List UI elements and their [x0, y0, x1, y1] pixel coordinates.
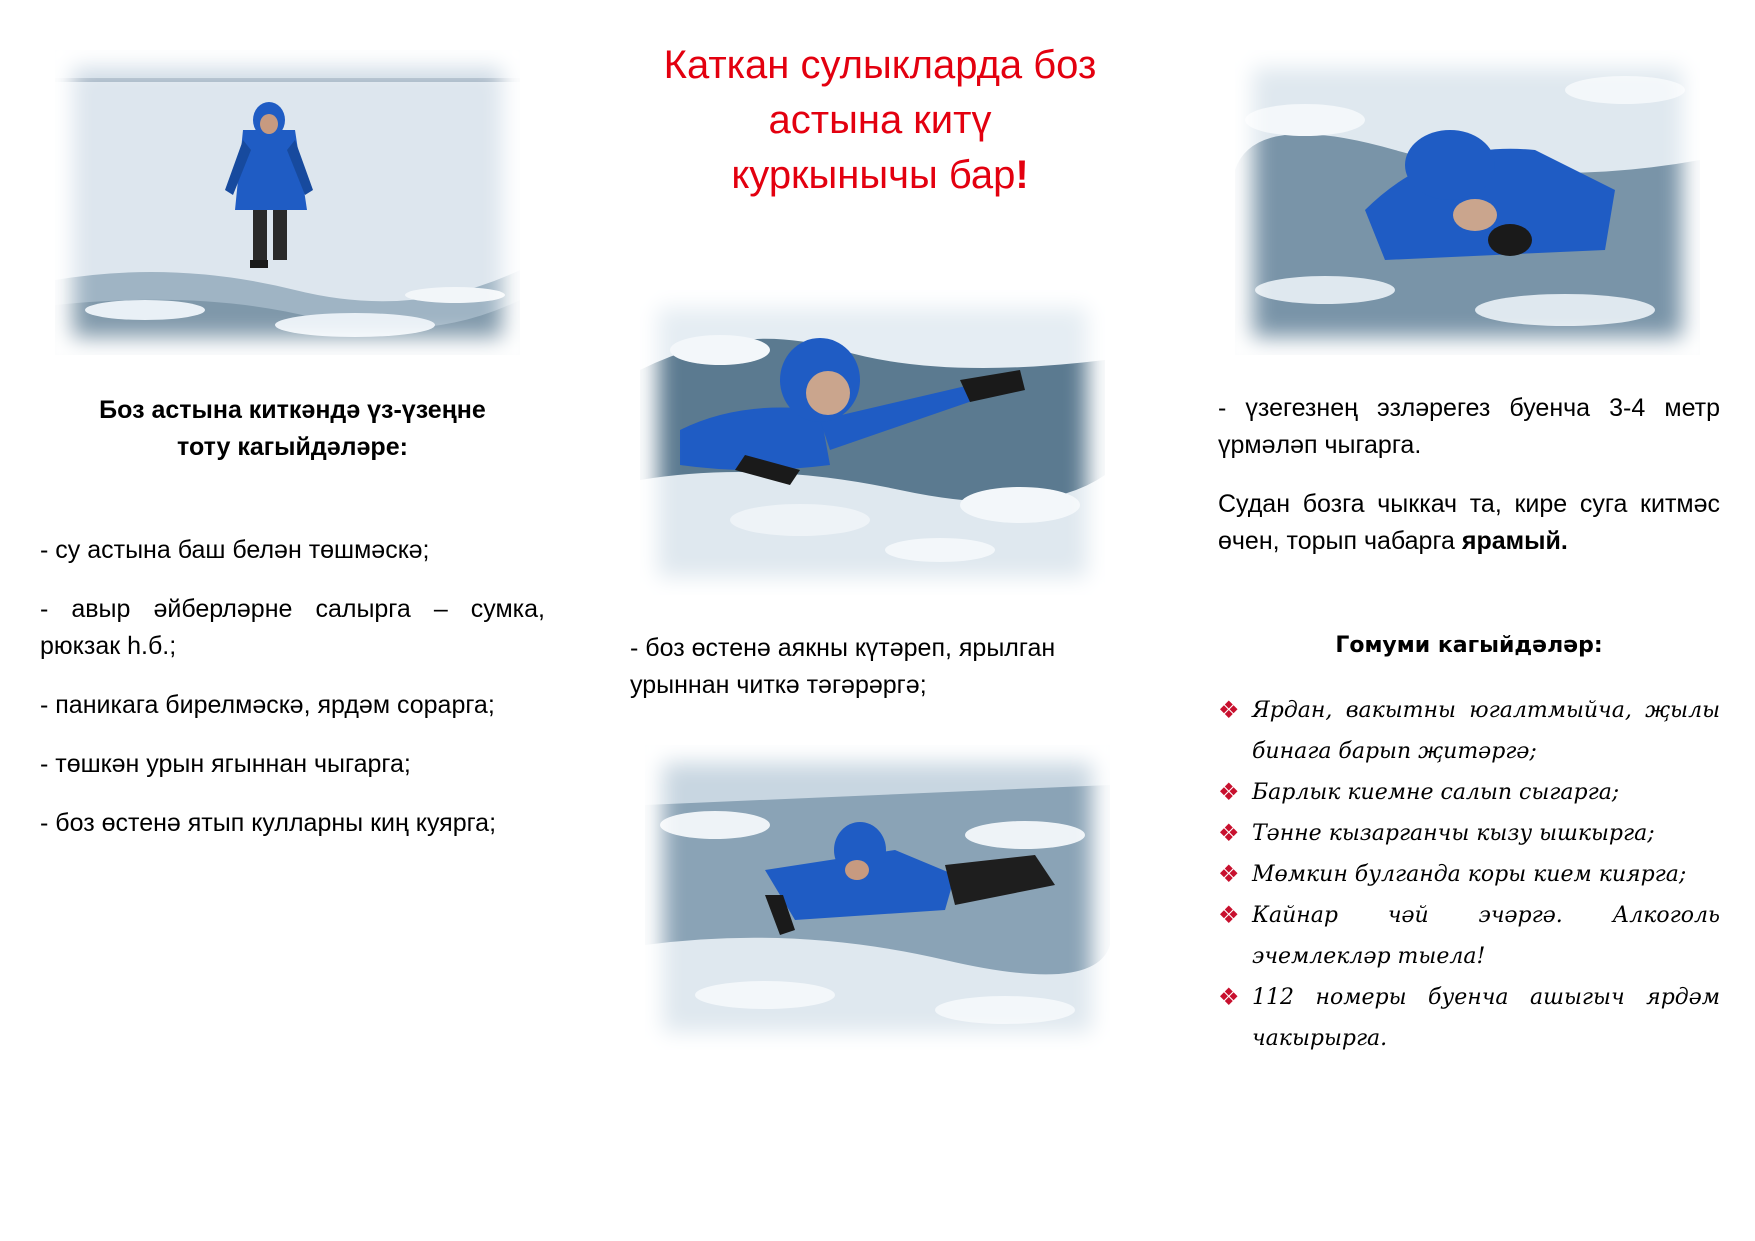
right-paragraph-1: - үзегезнең эзләрегез буенча 3-4 метр үрмәләп чыгарга. [1218, 394, 1720, 459]
list-item: ❖ Ярдан, вакытны югалтмыйча, җылы бинага барып җитәргә; [1218, 690, 1720, 772]
diamond-cluster-icon: ❖ [1218, 778, 1240, 806]
diamond-cluster-icon: ❖ [1218, 983, 1240, 1011]
title-line-3: куркынычы бар! [731, 153, 1029, 197]
right-text-block [1218, 390, 1720, 582]
photo-person-on-ice-edge [1235, 50, 1700, 355]
list-item: ❖ Барлык киемне салып сыгарга; [1218, 772, 1720, 813]
title-line-1: Каткан сулыкларда боз [663, 43, 1097, 87]
general-rules-list [1218, 690, 1720, 1059]
list-item: ❖ 112 номеры буенча ашыгыч ярдәм чакырырга. [1218, 977, 1720, 1059]
left-heading [40, 392, 545, 466]
photo-person-in-ice-water [640, 290, 1105, 595]
left-rule-item: - боз өстенә ятып кулларны киң куярга; [40, 809, 497, 837]
diamond-cluster-icon: ❖ [1218, 819, 1240, 847]
title-line-2: астына китү [768, 98, 992, 142]
list-item: ❖ Тәнне кызарганчы кызу ышкырга; [1218, 813, 1720, 854]
page-title [610, 38, 1150, 203]
middle-caption: - боз өстенә аякны күтәреп, ярылган урыннан читкә тәгәрәргә; [630, 634, 1056, 699]
left-rule-item: - паникага бирелмәскә, ярдәм сорарга; [40, 691, 495, 719]
left-heading-line-2: тоту кагыйдәләре: [177, 433, 408, 461]
left-heading-line-1: Боз астына киткәндә үз-үзеңне [99, 396, 486, 424]
left-rule-item: - төшкән урын ягыннан чыгарга; [40, 750, 411, 778]
left-rule-item: - су астына баш белән төшмәскә; [40, 536, 430, 564]
left-rules-list [40, 532, 545, 864]
list-item: ❖ Мөмкин булганда коры кием киярга; [1218, 854, 1720, 895]
diamond-cluster-icon: ❖ [1218, 860, 1240, 888]
diamond-cluster-icon: ❖ [1218, 901, 1240, 929]
photo-person-crawling [645, 745, 1110, 1050]
right-paragraph-2: Судан бозга чыккач та, кире суга китмәс өчен, торып чабарга ярамый. [1218, 490, 1720, 555]
photo-walking-on-ice [55, 50, 520, 355]
diamond-cluster-icon: ❖ [1218, 696, 1240, 724]
list-item: ❖ Кайнар чәй эчәргә. Алкоголь эчемлекләр тыела! [1218, 895, 1720, 977]
left-rule-item: - авыр әйберләрне салырга – сумка, рюкзак һ.б.; [40, 595, 545, 660]
general-rules-heading: Гомуми кагыйдәләр: [1335, 633, 1603, 658]
